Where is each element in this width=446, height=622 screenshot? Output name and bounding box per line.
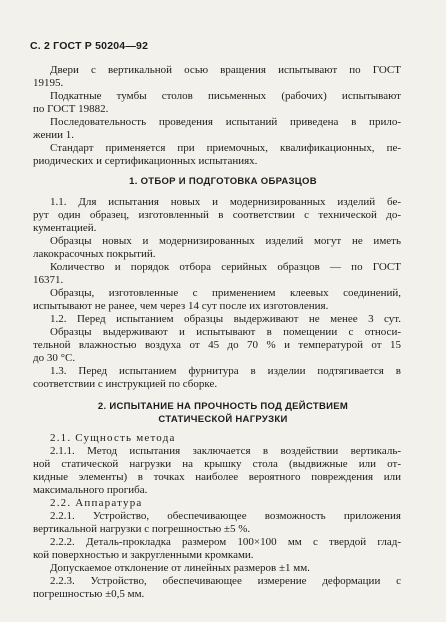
text-line: тельной влажностью воздуха от 45 до 70 % и температурой от 15 [33, 339, 401, 351]
text-line: Двери с вертикальной осью вращения испытывают по ГОСТ [50, 64, 401, 76]
text-line: кументацией. [33, 222, 97, 234]
text-line: соответствии с инструкцией по сборке. [33, 378, 218, 390]
text-line: Допускаемое отклонение от линейных размеров ±1 мм. [50, 562, 310, 574]
text-line: кой поверхностью и закругленными кромками. [33, 549, 254, 561]
text-line: 1.2. Перед испытанием образцы выдерживают не менее 3 сут. [50, 313, 401, 325]
text-line: 16371. [33, 274, 64, 286]
text-line: 1.3. Перед испытанием фурнитура в изделии подтягивается в [50, 365, 401, 377]
section-heading: 2. ИСПЫТАНИЕ НА ПРОЧНОСТЬ ПОД ДЕЙСТВИЕМ [97, 401, 349, 412]
text-line: Последовательность проведения испытаний приведена в прило- [50, 116, 401, 128]
section-heading: СТАТИЧЕСКОЙ НАГРУЗКИ [158, 414, 288, 425]
text-line: риодических и сертификационных испытаниях. [33, 155, 258, 167]
text-line: вертикальной нагрузки с погрешностью ±5 %. [33, 523, 251, 535]
text-line: максимального прогиба. [33, 484, 148, 496]
text-line: 2.2.3. Устройство, обеспечивающее измерение деформации с [50, 575, 401, 587]
text-line: Образцы выдерживают и испытывают в помещении с относи- [50, 326, 401, 338]
text-line: испытывают не ранее, чем через 14 сут после их изготовления. [33, 300, 329, 312]
text-line: погрешностью ±0,5 мм. [33, 588, 145, 600]
text-line: 2.2.2. Деталь-прокладка размером 100×100 мм с твердой глад- [50, 536, 401, 548]
text-line: Количество и порядок отбора серийных образцов — по ГОСТ [50, 261, 401, 273]
text-line: 1.1. Для испытания новых и модернизированных изделий бе- [50, 196, 401, 208]
text-line: до 30 °С. [33, 352, 76, 364]
text-line: Образцы, изготовленные с применением клеевых соединений, [50, 287, 401, 299]
section-heading: 1. ОТБОР И ПОДГОТОВКА ОБРАЗЦОВ [129, 176, 317, 187]
text-line: 2.2. Аппаратура [50, 497, 143, 509]
page-header: С. 2 ГОСТ Р 50204—92 [30, 40, 149, 52]
text-line: кидные элементы) в точках наиболее вероятного повреждения или [33, 471, 401, 483]
text-line: 2.2.1. Устройство, обеспечивающее возможность приложения [50, 510, 401, 522]
text-line: по ГОСТ 19882. [33, 103, 109, 115]
text-line: жении 1. [33, 129, 74, 141]
text-line: 2.1. Сущность метода [50, 432, 176, 444]
text-line: рут один образец, изготовленный в соответствии с технической до- [33, 209, 401, 221]
text-line: Стандарт применяется при приемочных, квалификационных, пе- [50, 142, 401, 154]
text-line: 19195. [33, 77, 64, 89]
text-line: Подкатные тумбы столов письменных (рабочих) испытывают [50, 90, 401, 102]
text-line: Образцы новых и модернизированных изделий могут не иметь [50, 235, 401, 247]
text-line: ной статической нагрузки на крышку стола (выдвижные или от- [33, 458, 401, 470]
text-line: 2.1.1. Метод испытания заключается в воздействии вертикаль- [50, 445, 401, 457]
text-line: лакокрасочных покрытий. [33, 248, 156, 260]
